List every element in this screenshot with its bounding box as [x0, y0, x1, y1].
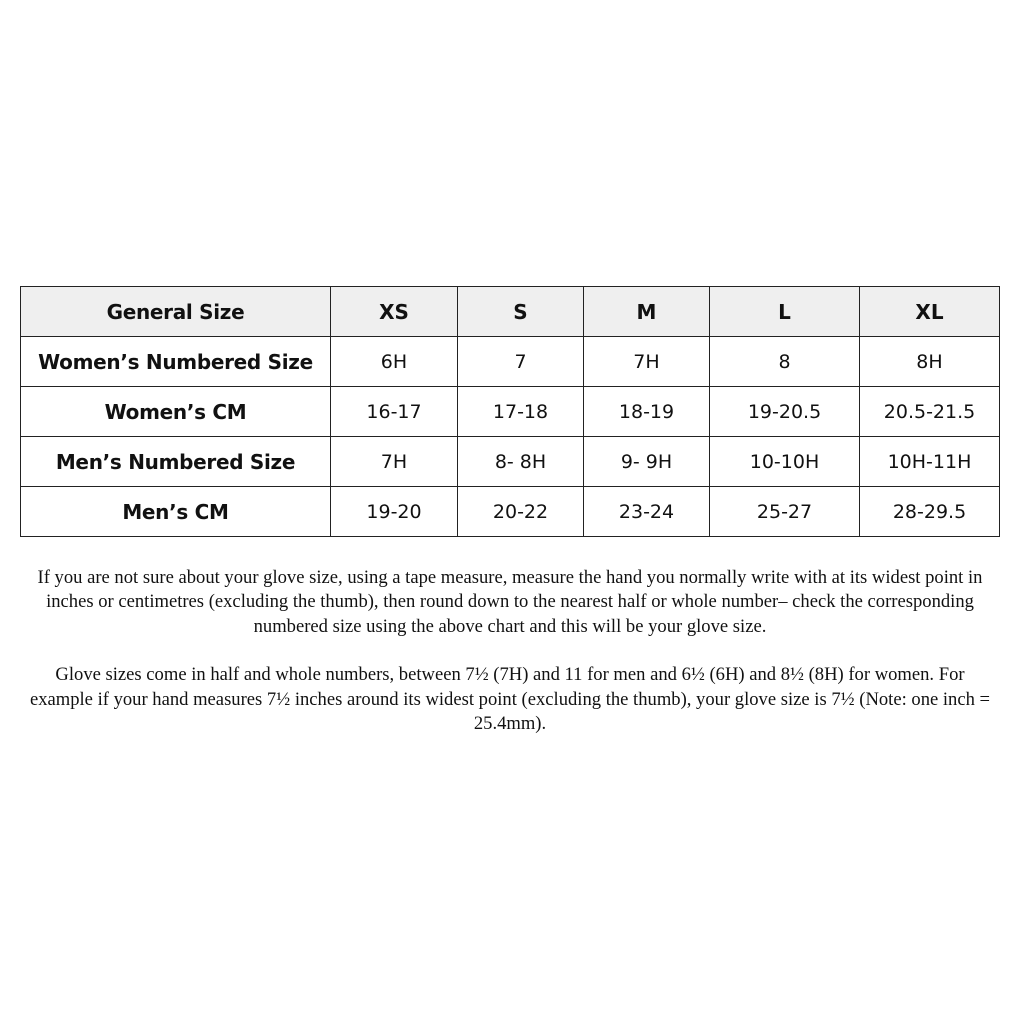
table-cell: 10H-11H — [860, 437, 1000, 487]
table-cell: 7 — [458, 337, 584, 387]
size-header-xl: XL — [860, 287, 1000, 337]
table-row — [21, 387, 1000, 437]
row-label: Men’s Numbered Size — [21, 437, 331, 487]
table-cell: 10-10H — [710, 437, 860, 487]
size-chart-table — [20, 286, 1000, 537]
table-cell: 20.5-21.5 — [860, 387, 1000, 437]
table-row — [21, 437, 1000, 487]
table-cell: 8- 8H — [458, 437, 584, 487]
sizing-notes — [24, 566, 996, 760]
size-header-xs: XS — [331, 287, 458, 337]
table-cell: 16-17 — [331, 387, 458, 437]
table-cell: 7H — [584, 337, 710, 387]
table-cell: 9- 9H — [584, 437, 710, 487]
table-cell: 28-29.5 — [860, 487, 1000, 537]
table-cell: 6H — [331, 337, 458, 387]
row-label: Women’s CM — [21, 387, 331, 437]
table-cell: 19-20.5 — [710, 387, 860, 437]
table-cell: 19-20 — [331, 487, 458, 537]
row-label: Men’s CM — [21, 487, 331, 537]
row-label: Women’s Numbered Size — [21, 337, 331, 387]
size-header-m: M — [584, 287, 710, 337]
table-cell: 25-27 — [710, 487, 860, 537]
table-cell: 23-24 — [584, 487, 710, 537]
header-row — [21, 287, 1000, 337]
size-header-s: S — [458, 287, 584, 337]
header-label: General Size — [21, 287, 331, 337]
table-cell: 20-22 — [458, 487, 584, 537]
size-header-l: L — [710, 287, 860, 337]
table-cell: 8H — [860, 337, 1000, 387]
table-cell: 7H — [331, 437, 458, 487]
table-cell: 8 — [710, 337, 860, 387]
table-cell: 17-18 — [458, 387, 584, 437]
table-cell: 18-19 — [584, 387, 710, 437]
size-range-paragraph: Glove sizes come in half and whole numbers, between 7½ (7H) and 11 for men and 6½ (6H) and 8½ (8H) for women. For example if your hand measures 7½ inches around its widest point (excluding the thumb), your glove size is 7½ (Note: one inch = 25.4mm). — [29, 664, 991, 735]
table-row — [21, 487, 1000, 537]
table-row — [21, 337, 1000, 387]
sizing-instructions-paragraph: If you are not sure about your glove size, using a tape measure, measure the hand you normally write with at its widest point in inches or centimetres (excluding the thumb), then round down to the nearest half or whole number– check the corresponding numbered size using the above chart and this will be your glove size. — [37, 567, 983, 637]
